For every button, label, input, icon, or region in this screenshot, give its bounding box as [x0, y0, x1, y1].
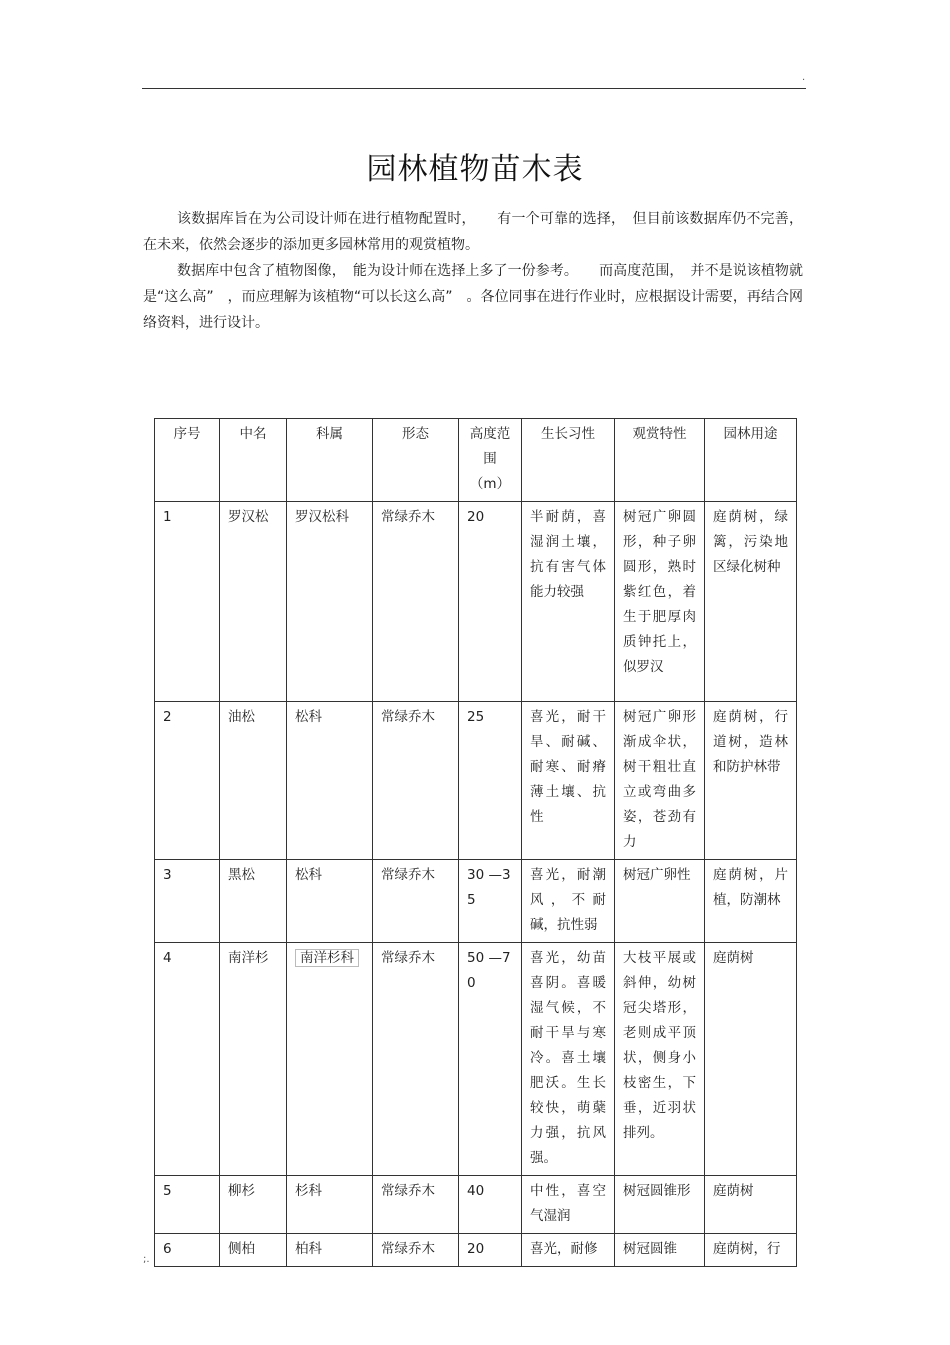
cell-name: 柳杉: [220, 1176, 287, 1234]
cell-family: 柏科: [287, 1234, 373, 1267]
cell-habit: 喜光，幼苗喜阴。喜暖湿气候，不耐干旱与寒冷。喜土壤肥沃。生长较快，萌蘖力强，抗风强。: [522, 943, 615, 1176]
cell-family: 杉科: [287, 1176, 373, 1234]
cell-family: 松科: [287, 702, 373, 860]
cell-height: 50 —70: [459, 943, 522, 1176]
cell-ornamental: 树冠圆锥: [615, 1234, 705, 1267]
intro-text: [143, 206, 803, 336]
table-row: [155, 702, 797, 860]
header-rule: [142, 88, 806, 89]
cell-height: 20: [459, 502, 522, 702]
cell-height: 25: [459, 702, 522, 860]
cell-ornamental: 树冠广卵圆形，种子卵圆形，熟时紫红色，着生于肥厚肉质钟托上，似罗汉: [615, 502, 705, 702]
cell-family: 松科: [287, 860, 373, 943]
cell-form: 常绿乔木: [373, 502, 459, 702]
cell-habit: 喜光，耐潮风，不耐碱，抗性弱: [522, 860, 615, 943]
header-ornamental: 观赏特性: [615, 419, 705, 502]
cell-name: 南洋杉: [220, 943, 287, 1176]
cell-family: 罗汉松科: [287, 502, 373, 702]
cell-name: 黑松: [220, 860, 287, 943]
cell-use: 庭荫树: [705, 943, 797, 1176]
cell-form: 常绿乔木: [373, 1176, 459, 1234]
table-row: [155, 1234, 797, 1267]
cell-no: 5: [155, 1176, 220, 1234]
cell-form: 常绿乔木: [373, 943, 459, 1176]
cell-family-text: 南洋杉科: [295, 949, 359, 967]
cell-no: 4: [155, 943, 220, 1176]
cell-no: 6: [155, 1234, 220, 1267]
table-row: [155, 943, 797, 1176]
cell-no: 3: [155, 860, 220, 943]
cell-use: 庭荫树: [705, 1176, 797, 1234]
header-form: 形态: [373, 419, 459, 502]
table-header-row: [155, 419, 797, 502]
header-family: 科属: [287, 419, 373, 502]
cell-ornamental: 树冠广卵形渐成伞状，树干粗壮直立或弯曲多姿，苍劲有力: [615, 702, 705, 860]
cell-height: 30 —35: [459, 860, 522, 943]
cell-habit: 半耐荫，喜湿润土壤，抗有害气体能力较强: [522, 502, 615, 702]
cell-name: 罗汉松: [220, 502, 287, 702]
cell-ornamental: 大枝平展或斜伸，幼树冠尖塔形，老则成平顶状，侧身小枝密生，下垂，近羽状排列。: [615, 943, 705, 1176]
table-row: [155, 502, 797, 702]
cell-form: 常绿乔木: [373, 1234, 459, 1267]
footer-corner-mark: ;.: [143, 1254, 150, 1265]
header-height: 高度范围（m）: [459, 419, 522, 502]
table-row: [155, 860, 797, 943]
header-name: 中名: [220, 419, 287, 502]
header-use: 园林用途: [705, 419, 797, 502]
cell-use: 庭荫树，片植，防潮林: [705, 860, 797, 943]
cell-height: 40: [459, 1176, 522, 1234]
cell-habit: 喜光，耐修: [522, 1234, 615, 1267]
cell-no: 1: [155, 502, 220, 702]
header-no: 序号: [155, 419, 220, 502]
cell-habit: 中性，喜空气湿润: [522, 1176, 615, 1234]
cell-form: 常绿乔木: [373, 860, 459, 943]
plant-table: [154, 418, 797, 1267]
cell-habit: 喜光，耐干旱、耐碱、耐寒、耐瘠薄土壤、抗性: [522, 702, 615, 860]
header-habit: 生长习性: [522, 419, 615, 502]
cell-ornamental: 树冠圆锥形: [615, 1176, 705, 1234]
header-corner-mark: .: [802, 72, 806, 83]
cell-no: 2: [155, 702, 220, 860]
cell-use: 庭荫树，行道树，造林和防护林带: [705, 702, 797, 860]
cell-use: 庭荫树，绿篱，污染地区绿化树种: [705, 502, 797, 702]
cell-use: 庭荫树，行: [705, 1234, 797, 1267]
document-title: 园林植物苗木表: [366, 152, 584, 187]
cell-name: 侧柏: [220, 1234, 287, 1267]
cell-ornamental: 树冠广卵性: [615, 860, 705, 943]
cell-form: 常绿乔木: [373, 702, 459, 860]
intro-paragraph-1: 该数据库旨在为公司设计师在进行植物配置时， 有一个可靠的选择， 但目前该数据库仍不完善，在未来，依然会逐步的添加更多园林常用的观赏植物。: [143, 211, 803, 253]
cell-family: [287, 943, 373, 1176]
intro-paragraph-2: 数据库中包含了植物图像， 能为设计师在选择上多了一份参考。 而高度范围， 并不是说该植物就是“这么高” ，而应理解为该植物“可以长这么高” 。各位同事在进行作业时，应根据设计需要，再结合网络资料，进行设计。: [143, 263, 803, 331]
cell-name: 油松: [220, 702, 287, 860]
cell-height: 20: [459, 1234, 522, 1267]
table-row: [155, 1176, 797, 1234]
